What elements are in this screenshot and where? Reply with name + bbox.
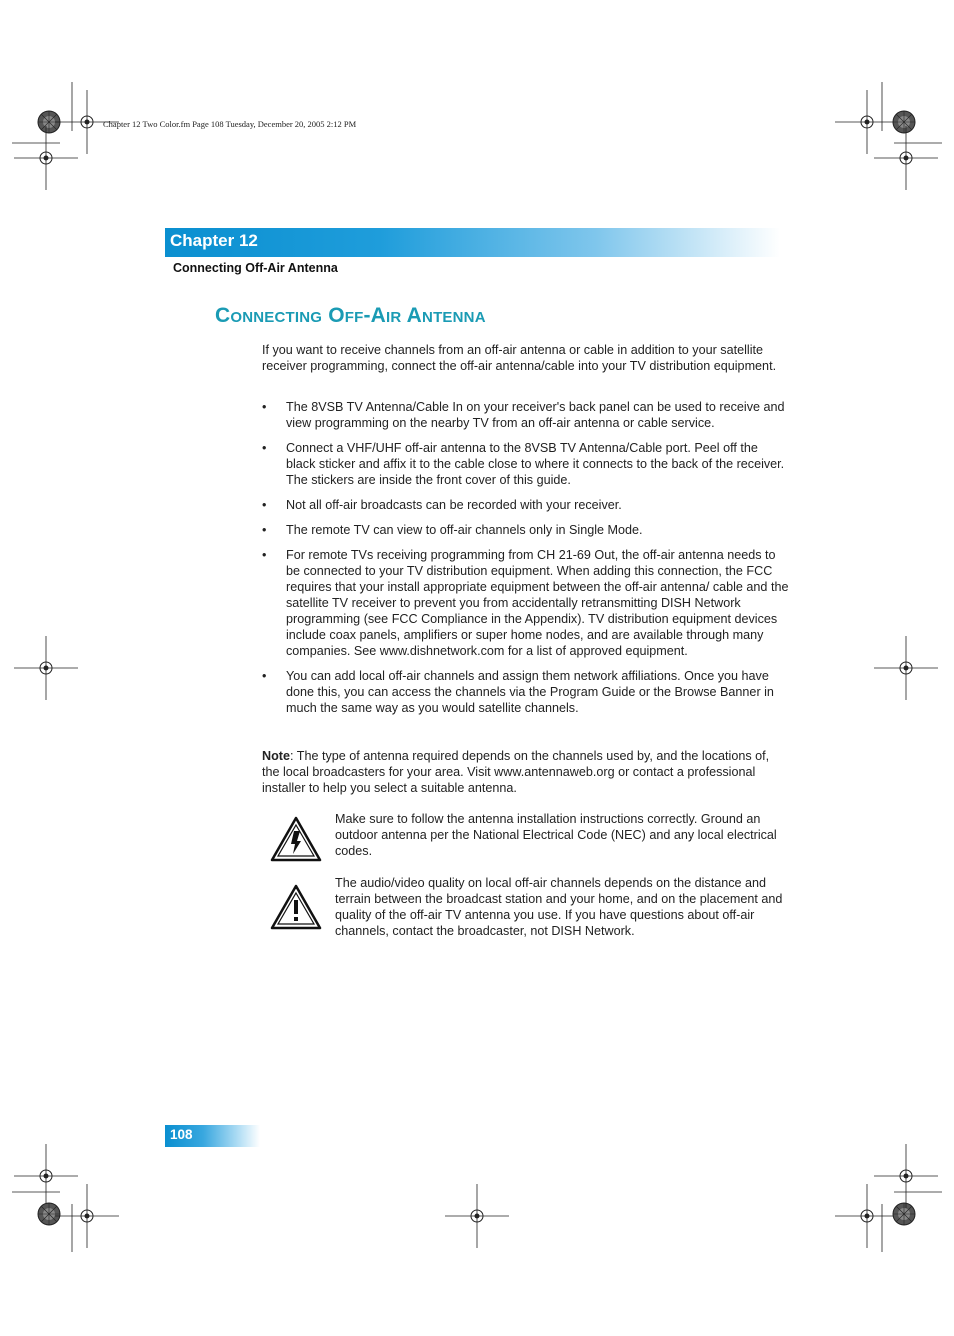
bullet-symbol: • — [262, 400, 267, 414]
list-item — [262, 440, 790, 488]
list-item — [262, 668, 790, 716]
note-label: Note — [262, 749, 290, 763]
electrical-hazard-icon — [270, 816, 322, 862]
warning-text-electrical: Make sure to follow the antenna installation instructions correctly. Ground an outdoor antenna per the National Electrical Code (NEC) and any local electrical codes. — [335, 812, 777, 858]
caution-exclamation-icon — [270, 884, 322, 930]
list-item-text: The remote TV can view to off-air channels only in Single Mode. — [286, 523, 643, 537]
list-item-text: The 8VSB TV Antenna/Cable In on your receiver's back panel can be used to receive and view programming on the nearby TV from an off-air antenna or cable service. — [286, 400, 785, 430]
list-item-text: For remote TVs receiving programming from CH 21-69 Out, the off-air antenna needs to be connected to your TV distribution equipment. When adding this connection, the FCC requires that your install appropriate equipment between the off-air antenna/ cable and the satellite TV receiver to prevent you from accidentally retransmitting DISH Network programming (see FCC Compliance in the Appendix). TV distribution equipment devices include coax panels, amplifiers or super home nodes, and are available through many companies. See www.dishnetwork.com for a list of approved equipment. — [286, 548, 789, 658]
bullet-list — [262, 399, 790, 725]
running-head: Connecting Off-Air Antenna — [173, 261, 338, 275]
list-item — [262, 522, 790, 538]
chapter-title: Chapter 12 — [170, 231, 258, 250]
bullet-symbol: • — [262, 548, 267, 562]
frame-header: Chapter 12 Two Color.fm Page 108 Tuesday, December 20, 2005 2:12 PM — [103, 119, 357, 129]
intro-paragraph: If you want to receive channels from an off-air antenna or cable in addition to your satellite receiver programming, connect the off-air antenna/cable into your TV distribution equipment. — [262, 343, 777, 373]
list-item — [262, 497, 790, 513]
list-item — [262, 399, 790, 431]
bullet-symbol: • — [262, 523, 267, 537]
bullet-symbol: • — [262, 669, 267, 683]
page-number: 108 — [170, 1127, 193, 1142]
note-text: : The type of antenna required depends on the channels used by, and the locations of, the local broadcasters for your area. Visit www.antennaweb.org or contact a professional installer to help you select a suitable antenna. — [262, 749, 770, 795]
list-item — [262, 547, 790, 659]
list-item-text: You can add local off-air channels and assign them network affiliations. Once you have done this, you can access the channels via the Program Guide or the Browse Banner in much the same way as you would satellite channels. — [286, 669, 774, 715]
bullet-symbol: • — [262, 441, 267, 455]
section-title: Connecting Off-Air Antenna — [215, 304, 486, 327]
warning-text-caution: The audio/video quality on local off-air channels depends on the distance and terrain between the broadcast station and your home, and on the placement and quality of the off-air TV antenna you use. If you have questions about off-air channels, contact the broadcaster, not DISH Network. — [335, 876, 783, 938]
note-paragraph — [262, 748, 790, 796]
list-item-text: Not all off-air broadcasts can be recorded with your receiver. — [286, 498, 622, 512]
bullet-symbol: • — [262, 498, 267, 512]
list-item-text: Connect a VHF/UHF off-air antenna to the 8VSB TV Antenna/Cable port. Peel off the black sticker and affix it to the cable close to where it connects to the back of the receiver. The stickers are inside the front cover of this guide. — [286, 441, 785, 487]
